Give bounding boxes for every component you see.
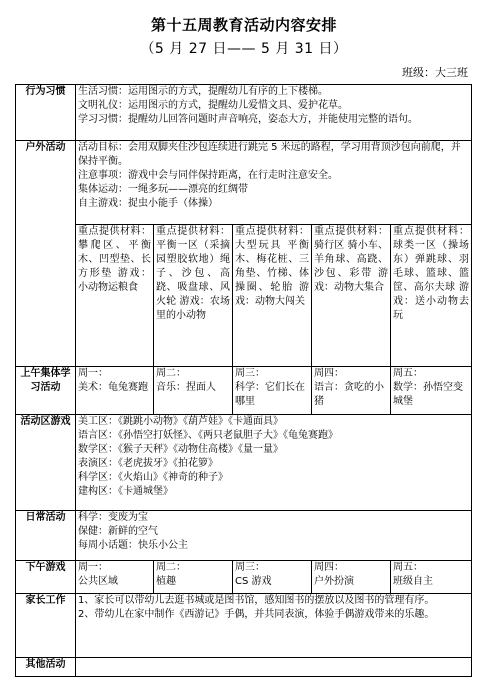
morning-day-3 (233, 367, 312, 415)
morning-day-1 (76, 367, 154, 415)
zone-line-3: 数学区：《猴子天秤》《动物住高楼》《量一量》 (78, 444, 283, 455)
morning-day-1-content: 美术：龟兔赛跑 (78, 382, 148, 393)
outdoor-goal: 活动目标：会用双脚夹住沙包连续进行跳完 5 米远的路程，学习用背顶沙包向前爬，并保持平衡。 (78, 142, 461, 167)
morning-day-1-label: 周一： (78, 368, 108, 379)
morning-day-2-label: 周二： (156, 368, 186, 379)
morning-day-5-content: 数学：孙悟空变城堡 (393, 382, 463, 407)
morning-day-4-content: 语言：贪吃的小猪 (314, 382, 384, 407)
afternoon-day-1-label: 周一： (78, 562, 108, 573)
behavior-line-2: 文明礼仪：运用图示的方式，提醒幼儿爱惜文具、爱护花草。 (78, 100, 348, 111)
category-other: 其他活动 (16, 658, 76, 677)
afternoon-day-3 (233, 561, 312, 594)
behavior-line-1: 生活习惯：运用图示的方式，提醒幼儿有序的上下楼梯。 (78, 86, 328, 97)
parents-line-1: 1、家长可以带幼儿去逛书城或是图书馆，感知图书的摆放以及图书的管理有序。 (78, 595, 435, 606)
daily-content (76, 511, 472, 561)
afternoon-day-3-label: 周三： (235, 562, 265, 573)
class-label: 班级：大三班 (402, 66, 468, 79)
morning-day-5 (391, 367, 472, 415)
morning-day-4-label: 周四： (314, 368, 344, 379)
afternoon-day-1 (76, 561, 154, 594)
zone-line-4: 表演区：《老虎拔牙》《拍花箩》 (78, 458, 218, 469)
row-behavior (16, 85, 472, 141)
afternoon-day-5 (391, 561, 472, 594)
morning-day-2-content: 音乐：捏面人 (156, 382, 216, 393)
zones-content (76, 415, 472, 511)
category-zones: 活动区游戏 (16, 415, 76, 511)
row-outdoor-columns (16, 225, 472, 367)
zone-line-5: 科学区：《火焰山》《神奇的种子》 (78, 472, 228, 483)
outdoor-column-2: 重点提供材料：平衡一区（采摘园塑胶软地）绳子、沙包、高跷、吸盘球、风火轮 游戏：农场里的小动物 (154, 225, 233, 367)
afternoon-day-5-content: 班级自主 (393, 576, 433, 587)
date-range: （5 月 27 日—— 5 月 31 日） (140, 41, 348, 57)
schedule-table (15, 84, 472, 677)
outdoor-group: 集体运动：一绳多玩——漂亮的红绸带 (78, 184, 248, 195)
outdoor-column-4: 重点提供材料：骑行区 骑小车、羊角球、高跷、沙包、彩带 游戏：动物大集合 (312, 225, 391, 367)
category-parents: 家长工作 (16, 594, 76, 658)
outdoor-free: 自主游戏：捉虫小能手（体操） (78, 198, 218, 209)
zone-line-2: 语言区：《孙悟空打妖怪》、《两只老鼠胆子大》《龟兔赛跑》 (78, 430, 338, 441)
afternoon-day-2-content: 植趣 (156, 576, 176, 587)
row-other (16, 658, 472, 677)
outdoor-column-1: 重点提供材料：攀爬区、平衡木、凹型垫、长方形垫 游戏：小动物运粮食 (76, 225, 154, 367)
parents-content (76, 594, 472, 658)
outdoor-column-3: 重点提供材料：大型玩具 平衡木、梅花桩、三角垫、竹梯、体操圈、轮胎 游戏：动物大闯关 (233, 225, 312, 367)
row-daily (16, 511, 472, 561)
afternoon-day-4-label: 周四： (314, 562, 344, 573)
afternoon-day-2-label: 周二： (156, 562, 186, 573)
daily-line-3: 每周小话题：快乐小公主 (78, 540, 188, 551)
afternoon-day-2 (154, 561, 233, 594)
category-behavior: 行为习惯 (16, 85, 76, 141)
morning-day-4 (312, 367, 391, 415)
category-afternoon: 下午游戏 (16, 561, 76, 594)
parents-line-2: 2、带幼儿在家中制作《西游记》手偶，并共同表演，体验手偶游戏带来的乐趣。 (78, 609, 435, 620)
category-outdoor: 户外活动 (16, 141, 76, 367)
page-title: 第十五周教育活动内容安排 (150, 16, 337, 34)
morning-day-3-content: 科学：它们长在哪里 (235, 382, 305, 407)
row-zones (16, 415, 472, 511)
afternoon-day-4-content: 户外扮演 (314, 576, 354, 587)
afternoon-day-5-label: 周五： (393, 562, 423, 573)
other-content (76, 658, 472, 677)
afternoon-day-3-content: CS 游戏 (235, 576, 272, 587)
morning-day-5-label: 周五： (393, 368, 423, 379)
zone-line-1: 美工区：《跳跳小动物》《葫芦娃》《卡通面具》 (78, 416, 283, 427)
behavior-content (76, 85, 472, 141)
daily-line-2: 保健：新鲜的空气 (78, 526, 158, 537)
morning-day-2 (154, 367, 233, 415)
behavior-line-3: 学习习惯：提醒幼儿回答问题时声音响亮，姿态大方，并能使用完整的语句。 (78, 114, 418, 125)
afternoon-day-1-content: 公共区域 (78, 576, 118, 587)
outdoor-column-5: 重点提供材料：球类一区（操场东）弹跳球、羽毛球、篮球、篮筐、高尔夫球 游戏：送小动物去玩 (391, 225, 472, 367)
category-daily: 日常活动 (16, 511, 76, 561)
afternoon-day-4 (312, 561, 391, 594)
outdoor-content (76, 141, 472, 225)
row-outdoor-top (16, 141, 472, 225)
row-afternoon (16, 561, 472, 594)
daily-line-1: 科学：变废为宝 (78, 512, 148, 523)
row-morning (16, 367, 472, 415)
outdoor-notice: 注意事项：游戏中会与同伴保持距离，在行走时注意安全。 (78, 170, 338, 181)
morning-day-3-label: 周三： (235, 368, 265, 379)
zone-line-6: 建构区：《卡通城堡》 (78, 486, 173, 497)
category-morning: 上午集体学习活动 (16, 367, 76, 415)
row-parents (16, 594, 472, 658)
